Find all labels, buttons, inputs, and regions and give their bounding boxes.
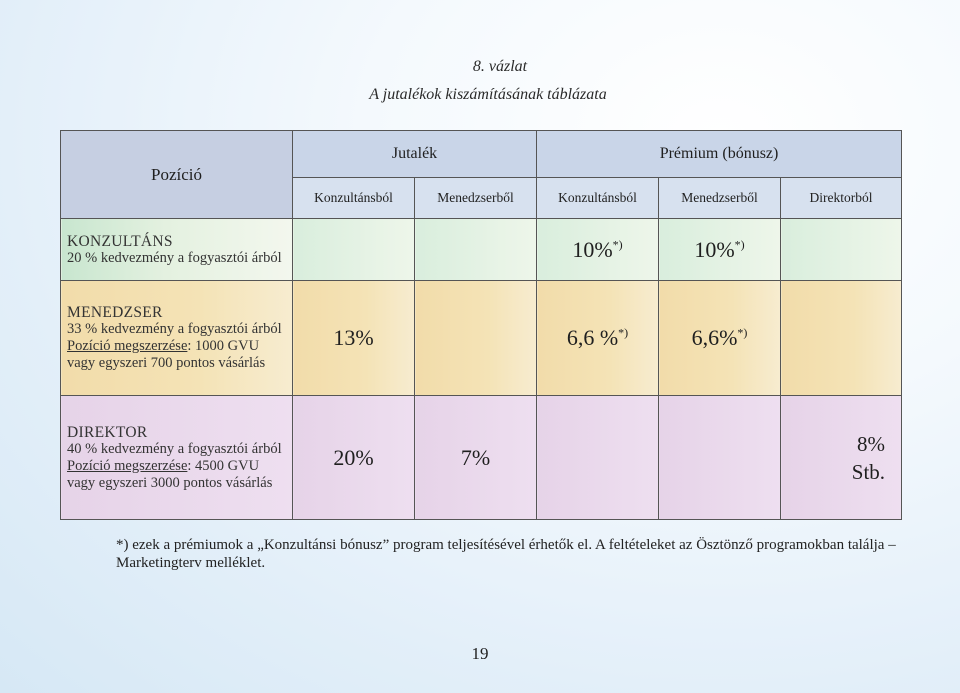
page-number: 19 (471, 644, 489, 663)
cell-empty (415, 281, 537, 396)
subheader-premium-director: Direktorból (781, 178, 902, 219)
cell-commission-consultant: 20% (293, 396, 415, 520)
table-row (61, 281, 902, 396)
cell-premium-manager: 6,6%*) (659, 281, 781, 396)
position-discount: 40 % kedvezmény a fogyasztói árból (67, 440, 282, 457)
cell-empty (537, 396, 659, 520)
position-title: KONZULTÁNS (67, 232, 173, 250)
table-row (61, 396, 902, 520)
position-title: MENEDZSER (67, 304, 163, 322)
subheader-premium-consultant: Konzultánsból (537, 178, 659, 219)
subheader-commission-consultant: Konzultánsból (293, 178, 415, 219)
header-premium: Prémium (bónusz) (537, 131, 902, 178)
header-commission: Jutalék (293, 131, 537, 178)
cell-premium-manager: 10%*) (659, 219, 781, 281)
cell-empty (659, 396, 781, 520)
cell-premium-consultant: 6,6 %*) (537, 281, 659, 396)
row-label-consultant (61, 219, 293, 281)
position-requirement: Pozíció megszerzése: 4500 GVU vagy egyszeri 3000 pontos vásárlás (67, 457, 273, 491)
cell-commission-manager: 7% (415, 396, 537, 520)
header-position: Pozíció (61, 131, 293, 219)
position-discount: 20 % kedvezmény a fogyasztói árból (67, 249, 282, 266)
cell-empty (781, 219, 902, 281)
position-title: DIREKTOR (67, 423, 148, 441)
cell-empty (293, 219, 415, 281)
cell-empty (415, 219, 537, 281)
commission-table (60, 130, 902, 520)
cell-commission-consultant: 13% (293, 281, 415, 396)
position-discount: 33 % kedvezmény a fogyasztói árból (67, 321, 282, 338)
table-row (61, 219, 902, 281)
document-heading: 8. vázlat (472, 58, 528, 75)
cell-premium-consultant: 10%*) (537, 219, 659, 281)
subheader-commission-manager: Menedzserből (415, 178, 537, 219)
cell-premium-director: 8% Stb. (781, 396, 902, 520)
row-label-manager (61, 281, 293, 396)
footnote: *) ezek a prémiumok a „Konzultánsi bónusz” program teljesítésével érhetők el. A feltételeket az Ösztönző programokban találja – Marketingterv melléklet. (116, 537, 896, 571)
document-subtitle: A jutalékok kiszámításának táblázata (369, 86, 607, 103)
position-requirement: Pozíció megszerzése: 1000 GVU vagy egyszeri 700 pontos vásárlás (67, 338, 266, 372)
cell-empty (781, 281, 902, 396)
row-label-director (61, 396, 293, 520)
subheader-premium-manager: Menedzserből (659, 178, 781, 219)
